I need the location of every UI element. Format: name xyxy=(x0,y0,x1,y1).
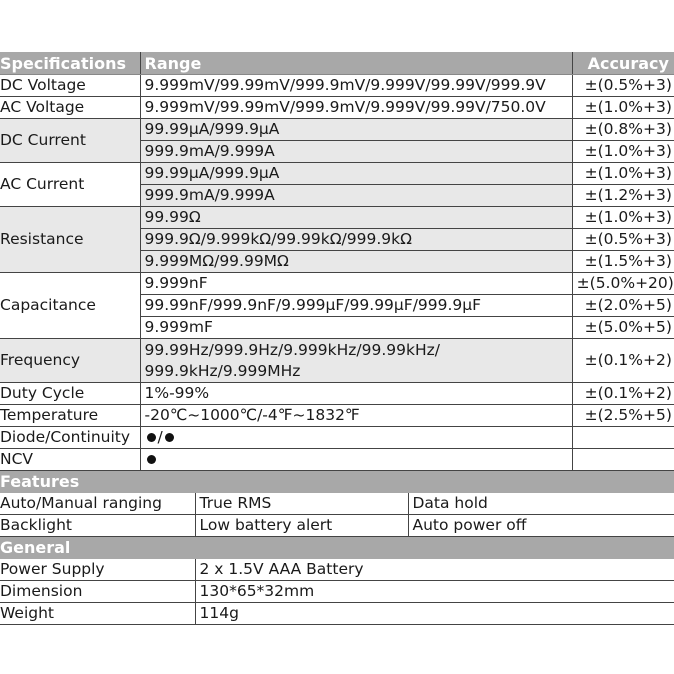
spec-accuracy: ±(2.0%+5) xyxy=(572,295,674,317)
spec-accuracy: ±(1.0%+3) xyxy=(572,141,674,163)
specifications-header-row xyxy=(0,52,674,75)
general-label: Weight xyxy=(0,603,195,625)
spec-accuracy xyxy=(572,449,674,471)
general-row xyxy=(0,581,674,603)
filled-dot-icon xyxy=(165,433,174,442)
spec-range-line: 999.9kHz/9.999MHz xyxy=(144,361,301,380)
spec-accuracy: ±(1.0%+3) xyxy=(572,163,674,185)
spec-range-line: 99.99Hz/999.9Hz/9.999kHz/99.99kHz/ xyxy=(144,340,440,359)
spec-range: 999.9mA/9.999A xyxy=(140,141,572,163)
feature-item: Auto/Manual ranging xyxy=(0,493,195,515)
spec-range: 99.99Ω xyxy=(140,207,572,229)
spec-range: 99.99nF/999.9nF/9.999µF/99.99µF/999.9µF xyxy=(140,295,572,317)
spec-row-dc-current xyxy=(0,119,674,141)
spec-row-duty-cycle xyxy=(0,383,674,405)
spec-row-frequency xyxy=(0,339,674,383)
spec-name: Capacitance xyxy=(0,273,140,339)
features-row xyxy=(0,493,674,515)
spec-range: 9.999nF xyxy=(140,273,572,295)
spec-name: Resistance xyxy=(0,207,140,273)
spec-row-temperature xyxy=(0,405,674,427)
features-heading: Features xyxy=(0,471,674,493)
spec-row-capacitance xyxy=(0,273,674,295)
general-row xyxy=(0,559,674,581)
spec-range: 1%-99% xyxy=(140,383,572,405)
spec-accuracy: ±(1.2%+3) xyxy=(572,185,674,207)
spec-name: NCV xyxy=(0,449,140,471)
spec-range: 9.999mF xyxy=(140,317,572,339)
spec-range: 9.999mV/99.99mV/999.9mV/9.999V/99.99V/750.0V xyxy=(140,97,572,119)
spec-range: -20℃~1000℃/-4℉~1832℉ xyxy=(140,405,572,427)
feature-item: Data hold xyxy=(408,493,674,515)
general-row xyxy=(0,603,674,625)
dot-separator: / xyxy=(157,428,163,446)
specifications-heading: Specifications xyxy=(0,52,140,75)
spec-range: 9.999mV/99.99mV/999.9mV/9.999V/99.99V/999.9V xyxy=(140,75,572,97)
spec-accuracy: ±(1.0%+3) xyxy=(572,97,674,119)
spec-row-resistance xyxy=(0,207,674,229)
spec-accuracy xyxy=(572,427,674,449)
spec-range: 99.99µA/999.9µA xyxy=(140,119,572,141)
features-table xyxy=(0,493,674,537)
spec-accuracy: ±(1.0%+3) xyxy=(572,207,674,229)
spec-range xyxy=(140,449,572,471)
spec-name: DC Voltage xyxy=(0,75,140,97)
spec-name: DC Current xyxy=(0,119,140,163)
spec-row-ac-voltage xyxy=(0,97,674,119)
spec-range: 99.99µA/999.9µA xyxy=(140,163,572,185)
spec-name: Temperature xyxy=(0,405,140,427)
general-value: 2 x 1.5V AAA Battery xyxy=(195,559,674,581)
specifications-table xyxy=(0,52,674,471)
spec-row-ac-current xyxy=(0,163,674,185)
feature-item: Backlight xyxy=(0,515,195,537)
spec-row-diode xyxy=(0,427,674,449)
general-table xyxy=(0,559,674,625)
filled-dot-icon xyxy=(147,455,156,464)
spec-row-dc-voltage xyxy=(0,75,674,97)
spec-range xyxy=(140,339,572,383)
range-heading: Range xyxy=(140,52,572,75)
spec-accuracy: ±(2.5%+5) xyxy=(572,405,674,427)
spec-accuracy: ±(0.8%+3) xyxy=(572,119,674,141)
spec-name: Duty Cycle xyxy=(0,383,140,405)
spec-accuracy: ±(0.1%+2) xyxy=(572,339,674,383)
spec-range xyxy=(140,427,572,449)
spec-accuracy: ±(0.5%+3) xyxy=(572,75,674,97)
general-heading: General xyxy=(0,537,674,559)
spec-range: 9.999MΩ/99.99MΩ xyxy=(140,251,572,273)
spec-accuracy: ±(0.1%+2) xyxy=(572,383,674,405)
spec-accuracy: ±(0.5%+3) xyxy=(572,229,674,251)
spec-name: AC Current xyxy=(0,163,140,207)
spec-accuracy: ±(1.5%+3) xyxy=(572,251,674,273)
spec-name: AC Voltage xyxy=(0,97,140,119)
accuracy-heading: Accuracy xyxy=(572,52,674,75)
spec-name: Frequency xyxy=(0,339,140,383)
general-value: 130*65*32mm xyxy=(195,581,674,603)
spec-range: 999.9mA/9.999A xyxy=(140,185,572,207)
spec-range: 999.9Ω/9.999kΩ/99.99kΩ/999.9kΩ xyxy=(140,229,572,251)
general-label: Power Supply xyxy=(0,559,195,581)
feature-item: Low battery alert xyxy=(195,515,408,537)
spec-row-ncv xyxy=(0,449,674,471)
spec-accuracy: ±(5.0%+20) xyxy=(572,273,674,295)
feature-item: True RMS xyxy=(195,493,408,515)
features-row xyxy=(0,515,674,537)
general-label: Dimension xyxy=(0,581,195,603)
feature-item: Auto power off xyxy=(408,515,674,537)
spec-accuracy: ±(5.0%+5) xyxy=(572,317,674,339)
general-value: 114g xyxy=(195,603,674,625)
spec-name: Diode/Continuity xyxy=(0,427,140,449)
filled-dot-icon xyxy=(147,433,156,442)
